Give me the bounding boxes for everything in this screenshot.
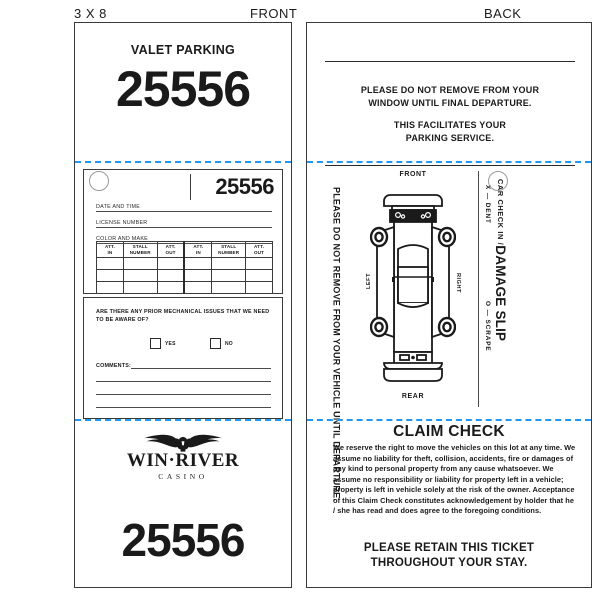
legend-scrape: O — SCRAPE: [484, 301, 491, 352]
cell-att-in[interactable]: [97, 258, 124, 270]
retain-line-2: THROUGHOUT YOUR STAY.: [370, 557, 528, 570]
comments-line[interactable]: [96, 394, 271, 395]
car-right-label: RIGHT: [455, 273, 461, 293]
notice-line-2: WINDOW UNTIL FINAL DEPARTURE.: [368, 98, 532, 109]
ticket-number-stub: 25556: [215, 174, 274, 199]
cell-att-in[interactable]: [97, 282, 124, 294]
vehicle-info-form: [83, 169, 283, 294]
cell-att-out[interactable]: [157, 258, 184, 270]
notice-line-3: THIS FACILITATES YOUR: [393, 120, 507, 131]
cell-att-in[interactable]: [184, 270, 211, 282]
checkbox-icon[interactable]: [150, 338, 161, 349]
car-front-label: FRONT: [399, 171, 427, 178]
valet-parking-title: VALET PARKING: [130, 43, 236, 57]
notice-line-1: PLEASE DO NOT REMOVE FROM YOUR: [360, 85, 540, 95]
checkbox-no[interactable]: [210, 338, 233, 349]
ticket-back-panel: [306, 22, 592, 588]
cell-att-in[interactable]: [97, 270, 124, 282]
logo-subtext: CASINO: [158, 472, 208, 481]
cell-stall[interactable]: [123, 282, 157, 294]
logo-wordmark: WIN·RIVER: [126, 450, 240, 471]
col-att-out-2: ATT. OUT: [246, 242, 273, 258]
ticket-number-bottom: 25556: [121, 514, 245, 566]
car-rear-label: REAR: [401, 393, 425, 400]
perforation-line-lower: [75, 419, 291, 421]
car-left-label: LEFT: [366, 273, 372, 289]
cell-stall[interactable]: [212, 282, 246, 294]
color-and-make-field[interactable]: COLOR AND MAKE: [96, 236, 272, 244]
table-header-row: [97, 242, 273, 258]
attendant-stall-table: [96, 241, 273, 294]
checkbox-yes[interactable]: [150, 338, 176, 349]
mechanical-issues-question: ARE THERE ANY PRIOR MECHANICAL ISSUES THAT WE NEED TO BE AWARE OF?: [96, 309, 270, 324]
col-att-in-2: ATT. IN: [184, 242, 211, 258]
perforation-line-lower: [307, 419, 591, 421]
casino-logo: [75, 433, 291, 481]
perforation-line-upper: [75, 161, 291, 163]
col-att-in-1: ATT. IN: [97, 242, 124, 258]
claim-check-block: [321, 423, 577, 572]
cell-att-out[interactable]: [246, 270, 273, 282]
damage-slip-title-large: DAMAGE SLIP: [493, 245, 508, 342]
cell-att-in[interactable]: [184, 282, 211, 294]
cell-att-out[interactable]: [157, 270, 184, 282]
comments-line[interactable]: [96, 381, 271, 382]
claim-check-title: CLAIM CHECK: [393, 423, 505, 440]
table-row[interactable]: [97, 270, 273, 282]
damage-slip-title: [493, 179, 508, 341]
do-not-remove-vertical-notice: PLEASE DO NOT REMOVE FROM YOUR VEHICLE UNTIL DEPARTURE.: [331, 187, 342, 502]
cell-stall[interactable]: [212, 270, 246, 282]
claim-check-terms: We reserve the right to move the vehicles on this lot at any time. We assume no liability for theft, collision, accidents, fire or damages of any kind to personal property from any cause whatsoever. We assume no responsibility or liability for property left in a vehicle; property is left in vehicle solely at the risk of the owner. Acceptance of this Claim Check constitutes acknowledgement by holder that he / she has read and does agree to the foregoing conditions.: [333, 443, 576, 516]
retain-line-1: PLEASE RETAIN THIS TICKET: [363, 541, 535, 554]
back-side-label: BACK: [484, 6, 522, 21]
stub-number-divider: [190, 174, 191, 200]
ticket-number-top: 25556: [115, 61, 251, 117]
col-stall-number-2: STALL NUMBER: [212, 242, 246, 258]
front-side-label: FRONT: [250, 6, 298, 21]
license-number-field[interactable]: LICENSE NUMBER: [96, 220, 272, 228]
perforation-line-upper: [307, 161, 591, 163]
car-top-view-icon[interactable]: [370, 181, 456, 393]
comments-label: COMMENTS:: [96, 363, 132, 369]
comments-line[interactable]: [96, 407, 271, 408]
checkbox-no-label: NO: [225, 340, 233, 347]
checkbox-yes-label: YES: [165, 340, 176, 347]
comments-line[interactable]: [131, 368, 271, 369]
cell-stall[interactable]: [123, 270, 157, 282]
cell-att-out[interactable]: [157, 282, 184, 294]
damage-slip-title-small: CAR CHECK IN /: [496, 179, 505, 246]
date-and-time-field[interactable]: DATE AND TIME: [96, 204, 272, 212]
cell-att-out[interactable]: [246, 282, 273, 294]
sheet-size-label: 3 X 8: [74, 6, 107, 21]
legend-dent: X — DENT: [484, 185, 491, 224]
col-stall-number-1: STALL NUMBER: [123, 242, 157, 258]
table-row[interactable]: [97, 282, 273, 294]
cell-att-out[interactable]: [246, 258, 273, 270]
notice-line-4: PARKING SERVICE.: [405, 133, 495, 144]
damage-slip-divider: [478, 171, 479, 407]
mechanical-issues-box: [83, 297, 283, 419]
window-notice-block: [325, 61, 575, 166]
checkbox-icon[interactable]: [210, 338, 221, 349]
cell-att-in[interactable]: [184, 258, 211, 270]
ticket-front-panel: [74, 22, 292, 588]
retain-ticket-notice: [321, 541, 577, 572]
cell-stall[interactable]: [123, 258, 157, 270]
col-att-out-1: ATT. OUT: [157, 242, 184, 258]
table-row[interactable]: [97, 258, 273, 270]
cell-stall[interactable]: [212, 258, 246, 270]
window-notice-text: [325, 62, 575, 165]
